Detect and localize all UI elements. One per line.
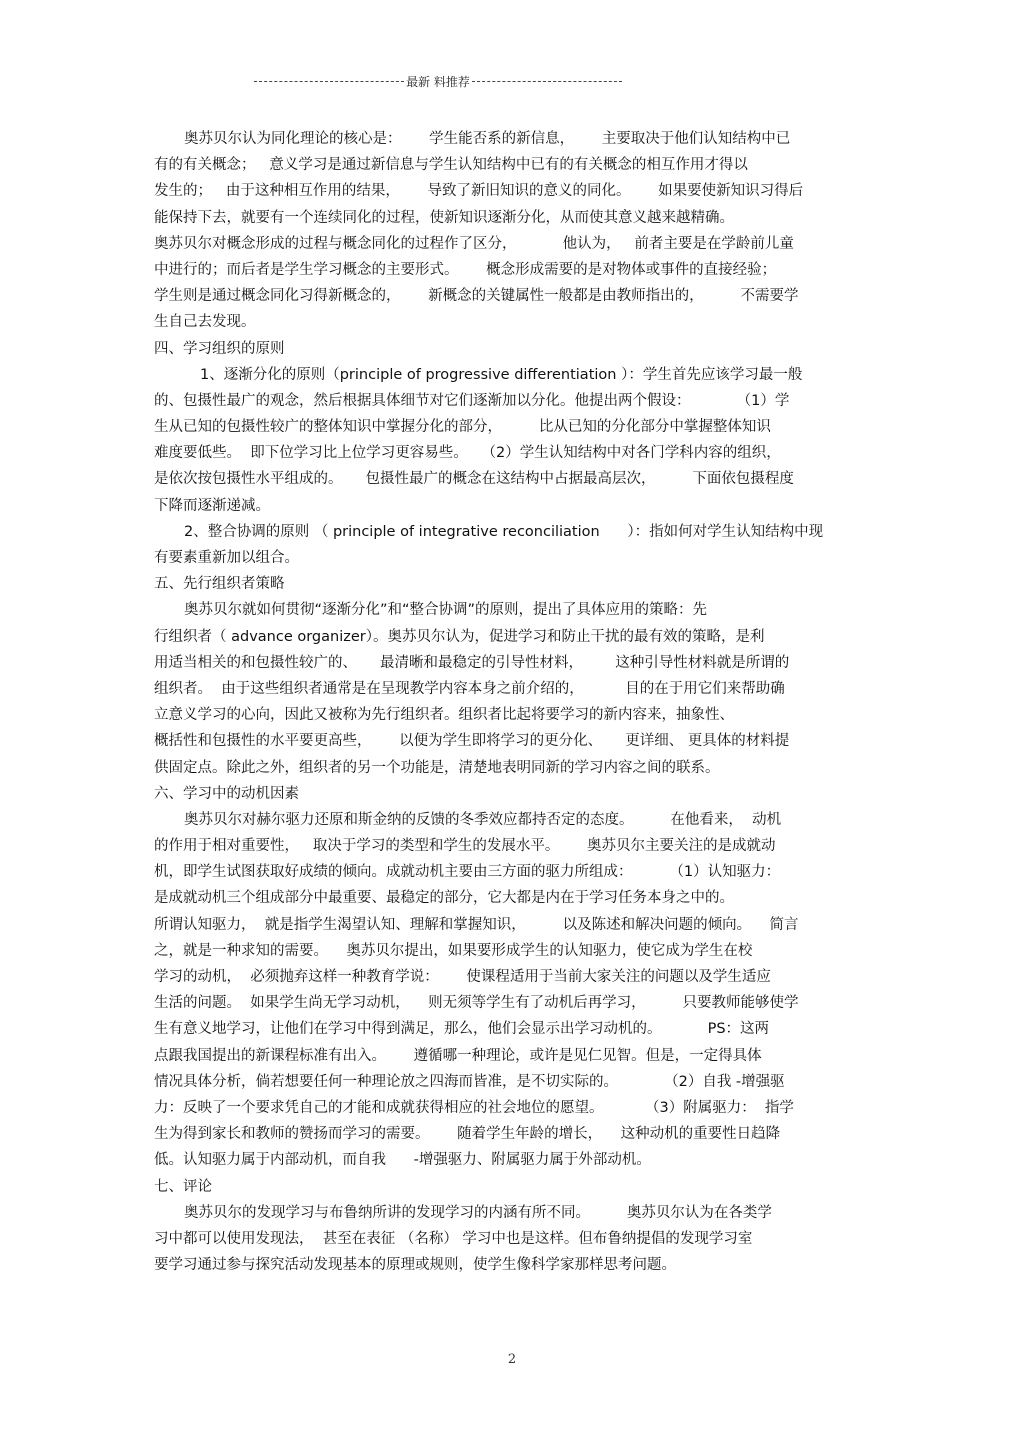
- text-line: 能保持下去，就要有一个连续同化的过程，使新知识逐渐分化，从而使其意义越来越精确。: [154, 209, 734, 226]
- text-line: 供固定点。除此之外，组织者的另一个功能是，清楚地表明同新的学习内容之间的联系。: [154, 759, 720, 776]
- text-line: 发生的； 由于这种相互作用的结果， 导致了新旧知识的意义的同化。 如果要使新知识习得后: [154, 183, 804, 200]
- text-line: 是成就动机三个组成部分中最重要、最稳定的部分，它大都是内在于学习任务本身之中的。: [154, 890, 734, 907]
- text-line: 点跟我国提出的新课程标准有出入。 遵循哪一种理论，或许是见仁见智。但是，一定得具体: [154, 1047, 762, 1064]
- text-line: 生从已知的包摄性较广的整体知识中掌握分化的部分， 比从已知的分化部分中掌握整体知识: [154, 419, 771, 436]
- text-line: 有要素重新加以组合。: [154, 550, 299, 566]
- text-line: 难度要低些。 即下位学习比上位学习更容易些。 （2）学生认知结构中对各门学科内容的组织，: [154, 445, 781, 462]
- text-line: 生有意义地学习，让他们在学习中得到满足，那么，他们会显示出学习动机的。 PS：这两: [154, 1021, 770, 1038]
- text-line: 概括性和包摄性的水平要更高些， 以便为学生即将学习的更分化、 更详细、 更具体的材料提: [154, 733, 790, 750]
- text-line: 生活的问题。 如果学生尚无学习动机， 则无须等学生有了动机后再学习， 只要教师能够使学: [154, 995, 799, 1012]
- text-line: 习中都可以使用发现法， 甚至在表征 （名称） 学习中也是这样。但布鲁纳提倡的发现学习室: [154, 1230, 753, 1247]
- text-line: 1、逐渐分化的原则（principle of progressive differentiation ）：学生首先应该学习最一般: [200, 366, 803, 383]
- text-line: 四、学习组织的原则: [154, 340, 285, 357]
- text-line: 生自己去发现。: [154, 314, 256, 331]
- header-text: 最新 料推荐: [406, 75, 470, 89]
- text-line: 的、包摄性最广的观念，然后根据具体细节对它们逐渐加以分化。他提出两个假设： （1）学: [154, 392, 790, 409]
- text-line: 有的有关概念； 意义学习是通过新信息与学生认知结构中已有的有关概念的相互作用才得以: [154, 157, 748, 174]
- text-line: 行组织者（ advance organizer）。奥苏贝尔认为，促进学习和防止干扰的最有效的策略，是利: [154, 628, 765, 645]
- header-rule-left: [254, 81, 404, 82]
- running-header: [178, 73, 698, 93]
- text-line: 奥苏贝尔的发现学习与布鲁纳所讲的发现学习的内涵有所不同。 奥苏贝尔认为在各类学: [184, 1204, 772, 1221]
- text-line: 奥苏贝尔对概念形成的过程与概念同化的过程作了区分， 他认为， 前者主要是在学龄前儿童: [154, 235, 794, 252]
- text-line: 2、整合协调的原则 （ principle of integrative reconciliation ）：指如何对学生认知结构中现: [184, 523, 824, 540]
- text-line: 组织者。 由于这些组织者通常是在呈现教学内容本身之前介绍的， 目的在于用它们来帮助确: [154, 680, 785, 697]
- text-line: 的作用于相对重要性， 取决于学习的类型和学生的发展水平。 奥苏贝尔主要关注的是成就动: [154, 838, 776, 855]
- text-line: 学生则是通过概念同化习得新概念的， 新概念的关键属性一般都是由教师指出的， 不需要学: [154, 288, 799, 305]
- text-line: 力：反映了一个要求凭自己的才能和成就获得相应的社会地位的愿望。 （3）附属驱力： 指学: [154, 1099, 794, 1116]
- header-rule-right: [472, 81, 622, 82]
- text-line: 是依次按包摄性水平组成的。 包摄性最广的概念在这结构中占据最高层次， 下面依包摄程度: [154, 471, 794, 488]
- text-line: 机，即学生试图获取好成绩的倾向。成就动机主要由三方面的驱力所组成： （1）认知驱力：: [154, 864, 781, 881]
- text-line: 立意义学习的心向，因此又被称为先行组织者。组织者比起将要学习的新内容来，抽象性、: [154, 707, 734, 724]
- text-line: 五、先行组织者策略: [154, 576, 285, 593]
- text-line: 中进行的；而后者是学生学习概念的主要形式。 概念形成需要的是对物体或事件的直接经验；: [154, 261, 777, 278]
- text-line: 要学习通过参与探究活动发现基本的原理或规则，使学生像科学家那样思考问题。: [154, 1257, 676, 1274]
- text-line: 之，就是一种求知的需要。 奥苏贝尔提出，如果要形成学生的认知驱力，使它成为学生在校: [154, 942, 753, 959]
- text-line: 奥苏贝尔认为同化理论的核心是： 学生能否系的新信息， 主要取决于他们认知结构中已: [184, 131, 791, 147]
- document-body: [154, 126, 866, 1278]
- text-line: 下降而逐渐递减。: [154, 497, 270, 514]
- text-line: 奥苏贝尔对赫尔驱力还原和斯金纳的反馈的冬季效应都持否定的态度。 在他看来， 动机: [184, 811, 782, 828]
- text-line: 奥苏贝尔就如何贯彻“逐渐分化”和“整合协调”的原则，提出了具体应用的策略：先: [184, 602, 708, 619]
- text-line: 六、学习中的动机因素: [154, 785, 299, 802]
- text-line: 七、评论: [154, 1178, 212, 1195]
- text-line: 低。认知驱力属于内部动机，而自我 -增强驱力、附属驱力属于外部动机。: [154, 1152, 651, 1169]
- page-number: 2: [507, 1352, 517, 1367]
- text-line: 学习的动机， 必须抛弃这样一种教育学说： 使课程适用于当前大家关注的问题以及学生适应: [154, 969, 771, 985]
- text-line: 用适当相关的和包摄性较广的、 最清晰和最稳定的引导性材料， 这种引导性材料就是所谓的: [154, 654, 790, 671]
- text-line: 情况具体分析，倘若想要任何一种理论放之四海而皆准，是不切实际的。 （2）自我 -增强驱: [154, 1073, 785, 1090]
- text-line: 生为得到家长和教师的赞扬而学习的需要。 随着学生年龄的增长， 这种动机的重要性日趋降: [154, 1126, 781, 1143]
- text-line: 所谓认知驱力， 就是指学生渴望认知、理解和掌握知识， 以及陈述和解决问题的倾向。 简言: [154, 916, 799, 933]
